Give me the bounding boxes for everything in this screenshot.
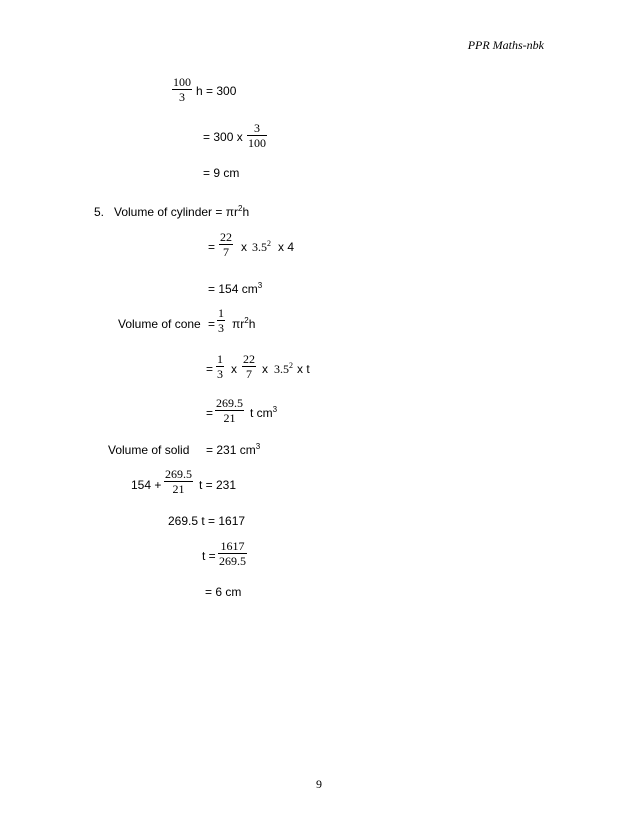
equation-text: 269.5 t = 1617 xyxy=(168,514,246,528)
denominator: 3 xyxy=(218,321,224,335)
final-answer: = 6 cm xyxy=(205,585,242,599)
numerator: 1 xyxy=(218,306,224,320)
denominator: 21 xyxy=(164,481,193,496)
equals-sign: = xyxy=(206,406,214,420)
solid-label: Volume of solid xyxy=(108,443,190,457)
equals-sign: = xyxy=(208,240,216,254)
numerator: 1617 xyxy=(220,539,245,553)
equation-text: t = 231 xyxy=(199,478,237,492)
question-number: 5. xyxy=(94,205,105,219)
fraction xyxy=(216,352,224,381)
cylinder-volume-result: = 154 $cm^3$ xyxy=(208,281,263,296)
numerator: 3 xyxy=(254,121,260,135)
fraction xyxy=(172,75,192,104)
cylinder-volume-formula: Volume of cylinder = $\pi r^2h$ xyxy=(114,204,250,219)
equals-sign: = xyxy=(208,317,216,331)
denominator: 7 xyxy=(242,366,256,381)
times-sign: x xyxy=(231,362,237,376)
fraction xyxy=(247,121,267,150)
equals-sign: = xyxy=(206,362,214,376)
cone-label: Volume of cone xyxy=(118,317,201,331)
equation-text: t = xyxy=(202,549,216,563)
denominator: 21 xyxy=(215,410,244,425)
equation-text: 154 + xyxy=(131,478,162,492)
equation-text: = 9 cm xyxy=(203,166,240,180)
solid-volume: = 231 $cm^3$ xyxy=(206,442,261,457)
fraction xyxy=(164,467,193,496)
numerator: 22 xyxy=(220,230,232,244)
equation-text: = 300 x xyxy=(203,130,243,144)
equation-text: x 4 xyxy=(278,240,295,254)
equation-text: x t xyxy=(297,362,310,376)
numerator: 269.5 xyxy=(216,396,243,410)
denominator: 7 xyxy=(219,244,233,259)
denominator: 269.5 xyxy=(219,554,246,568)
numerator: 269.5 xyxy=(165,467,192,481)
equation-text: h = 300 xyxy=(196,84,237,98)
fraction xyxy=(242,352,256,381)
page-number: 9 xyxy=(316,777,322,791)
page-header: PPR Maths-nbk xyxy=(467,38,544,52)
times-sign: x xyxy=(241,240,247,254)
denominator: 3 xyxy=(172,89,192,104)
radius-value: $3.5^2$ xyxy=(252,239,271,254)
numerator: 22 xyxy=(243,352,255,366)
fraction xyxy=(215,396,244,425)
cone-volume-result: t $cm^3$ xyxy=(250,405,278,420)
numerator: 100 xyxy=(173,75,191,89)
numerator: 1 xyxy=(217,352,223,366)
radius-value: $3.5^2$ xyxy=(274,361,293,376)
times-sign: x xyxy=(262,362,268,376)
fraction xyxy=(217,306,225,335)
denominator: 3 xyxy=(217,367,223,381)
denominator: 100 xyxy=(248,136,266,150)
fraction xyxy=(219,230,233,259)
fraction xyxy=(218,539,247,568)
cone-formula: $\pi r^2h$ xyxy=(232,316,256,331)
